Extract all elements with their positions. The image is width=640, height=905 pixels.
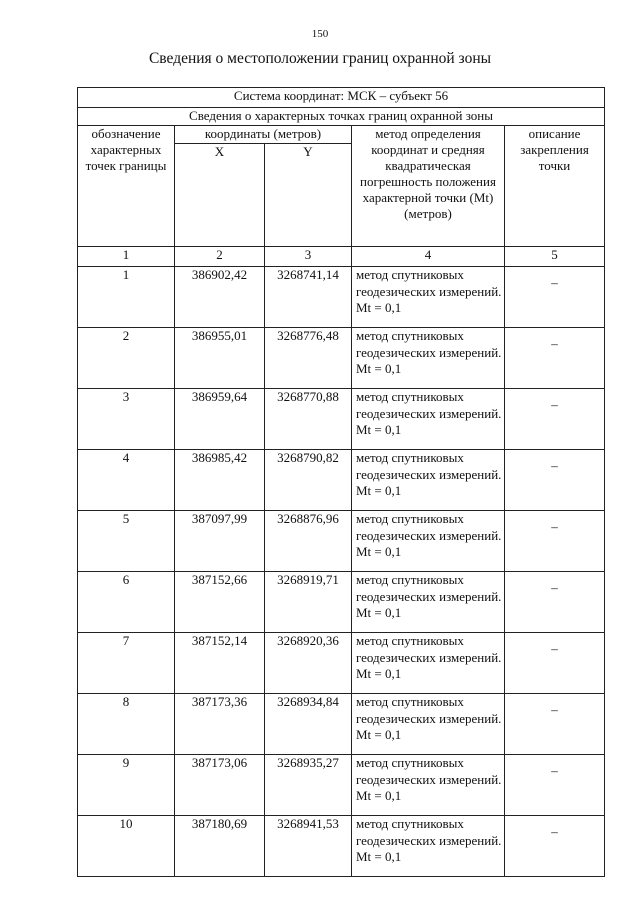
- method-cell: метод спутниковых геодезических измерений. Mt = 0,1: [352, 511, 505, 572]
- point-number: 8: [78, 694, 175, 755]
- coord-x: 387180,69: [175, 816, 265, 877]
- coord-x: 387152,66: [175, 572, 265, 633]
- description-cell: –: [505, 511, 605, 572]
- point-number: 2: [78, 328, 175, 389]
- table-row: [78, 694, 605, 755]
- table-row: [78, 328, 605, 389]
- coord-y: 3268770,88: [265, 389, 352, 450]
- description-cell: –: [505, 389, 605, 450]
- column-numbers-row: [78, 247, 605, 267]
- column-number: 2: [175, 247, 265, 267]
- description-cell: –: [505, 328, 605, 389]
- method-cell: метод спутниковых геодезических измерений. Mt = 0,1: [352, 267, 505, 328]
- page-number: 150: [311, 28, 329, 40]
- header-point-designation: обозначение характерных точек границы: [78, 126, 175, 247]
- header-method: метод определения координат и средняя квадратическая погрешность положения характерной точки (Мt) (метров): [352, 126, 505, 247]
- table-row: [78, 511, 605, 572]
- coord-y: 3268919,71: [265, 572, 352, 633]
- point-number: 7: [78, 633, 175, 694]
- coord-x: 386955,01: [175, 328, 265, 389]
- description-cell: –: [505, 267, 605, 328]
- table-row: [78, 267, 605, 328]
- table-row: [78, 389, 605, 450]
- coord-x: 387173,06: [175, 755, 265, 816]
- coord-x: 386985,42: [175, 450, 265, 511]
- table-row: [78, 450, 605, 511]
- point-number: 6: [78, 572, 175, 633]
- table-body: [78, 88, 605, 877]
- method-cell: метод спутниковых геодезических измерений. Mt = 0,1: [352, 816, 505, 877]
- description-cell: –: [505, 755, 605, 816]
- section-title-cell: Сведения о характерных точках границ охранной зоны: [78, 108, 605, 126]
- boundary-points-table: [77, 87, 605, 877]
- coord-y: 3268776,48: [265, 328, 352, 389]
- column-number: 5: [505, 247, 605, 267]
- method-cell: метод спутниковых геодезических измерений. Mt = 0,1: [352, 755, 505, 816]
- method-cell: метод спутниковых геодезических измерений. Mt = 0,1: [352, 328, 505, 389]
- header-description: описание закрепления точки: [505, 126, 605, 247]
- table-row: [78, 816, 605, 877]
- coord-x: 387152,14: [175, 633, 265, 694]
- point-number: 9: [78, 755, 175, 816]
- method-cell: метод спутниковых геодезических измерений. Mt = 0,1: [352, 450, 505, 511]
- point-number: 4: [78, 450, 175, 511]
- coordinate-system-cell: Система координат: МСК – субъект 56: [78, 88, 605, 108]
- description-cell: –: [505, 633, 605, 694]
- header-x: X: [175, 144, 265, 247]
- coord-y: 3268920,36: [265, 633, 352, 694]
- coord-y: 3268876,96: [265, 511, 352, 572]
- coord-y: 3268790,82: [265, 450, 352, 511]
- method-cell: метод спутниковых геодезических измерений. Mt = 0,1: [352, 389, 505, 450]
- coord-y: 3268941,53: [265, 816, 352, 877]
- description-cell: –: [505, 694, 605, 755]
- column-number: 3: [265, 247, 352, 267]
- coord-x: 386959,64: [175, 389, 265, 450]
- column-number: 1: [78, 247, 175, 267]
- description-cell: –: [505, 450, 605, 511]
- point-number: 1: [78, 267, 175, 328]
- coord-y: 3268741,14: [265, 267, 352, 328]
- method-cell: метод спутниковых геодезических измерений. Mt = 0,1: [352, 694, 505, 755]
- coord-x: 387097,99: [175, 511, 265, 572]
- coordinate-system-row: [78, 88, 605, 108]
- header-coordinates: координаты (метров): [175, 126, 352, 144]
- coord-y: 3268935,27: [265, 755, 352, 816]
- description-cell: –: [505, 816, 605, 877]
- header-row: [78, 126, 605, 144]
- method-cell: метод спутниковых геодезических измерений. Mt = 0,1: [352, 572, 505, 633]
- section-title-row: [78, 108, 605, 126]
- coord-x: 386902,42: [175, 267, 265, 328]
- table-row: [78, 572, 605, 633]
- coord-x: 387173,36: [175, 694, 265, 755]
- table-row: [78, 755, 605, 816]
- document-title: Сведения о местоположении границ охранной зоны: [148, 50, 492, 67]
- coord-y: 3268934,84: [265, 694, 352, 755]
- table-row: [78, 633, 605, 694]
- method-cell: метод спутниковых геодезических измерений. Mt = 0,1: [352, 633, 505, 694]
- point-number: 3: [78, 389, 175, 450]
- point-number: 5: [78, 511, 175, 572]
- column-number: 4: [352, 247, 505, 267]
- point-number: 10: [78, 816, 175, 877]
- header-y: Y: [265, 144, 352, 247]
- description-cell: –: [505, 572, 605, 633]
